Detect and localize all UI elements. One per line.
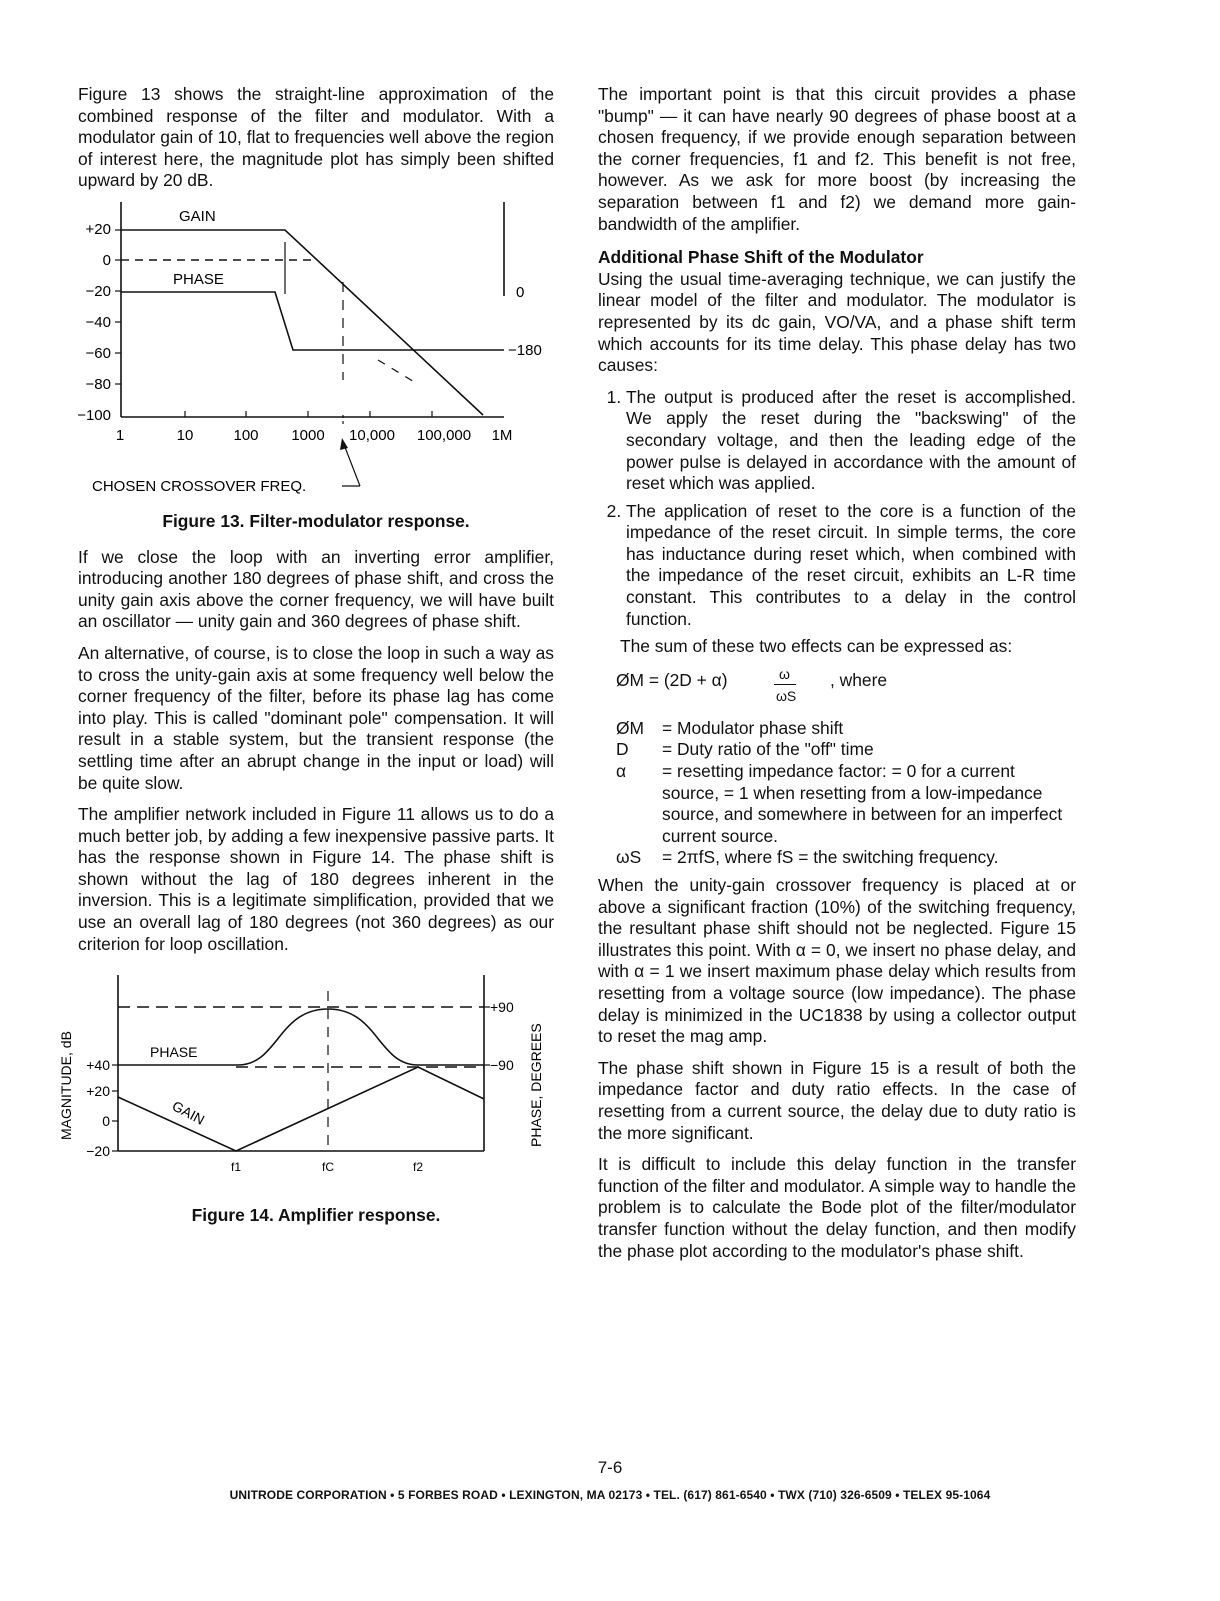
fig13-xtick: 10,000	[349, 426, 395, 444]
list-item: 2. The application of reset to the core is a function of the impedance of the reset circuit. In simple terms, the core has inductance during reset which, when combined with the impedance of the reset circuit, exhibits an L-R time constant. This contributes to a delay in the control function.	[626, 501, 1076, 631]
fig13-xtick: 1000	[291, 426, 325, 444]
fig14-ytick: +40	[86, 1057, 110, 1074]
def-text: = 2πfS, where fS = the switching frequency.	[662, 847, 999, 868]
fig13-gain-line	[121, 230, 483, 415]
fig14-xtick: fC	[322, 1160, 334, 1175]
left-column	[58, 84, 554, 1241]
fig13-annotation: CHOSEN CROSSOVER FREQ.	[92, 477, 307, 495]
fig13-xtick: 10	[176, 426, 194, 444]
right-column	[598, 84, 1076, 1272]
def-symbol: α	[616, 761, 627, 782]
fig14-ytick: +20	[86, 1083, 110, 1100]
fig13-gain-label: GAIN	[179, 207, 216, 225]
page-number: 7-6	[597, 1458, 623, 1477]
fig14-ytick: −20	[86, 1143, 110, 1160]
paragraph: It is difficult to include this delay function in the transfer function of the filter and modulator. A simple way to handle the problem is to calculate the Bode plot of the filter/modulator transfer function without the delay function, and then modify the phase plot according to the modulator's phase shift.	[598, 1154, 1076, 1261]
figure-13	[78, 202, 554, 533]
fig13-ytick: −100	[77, 406, 111, 424]
list-item: 1. The output is produced after the reset is accomplished. We apply the reset during the "backswing" of the secondary voltage, and then the leading edge of the power pulse is delayed in accordance with the amount of reset which was applied.	[626, 387, 1076, 495]
def-symbol: ØM	[616, 717, 645, 738]
paragraph: When the unity-gain crossover frequency is placed at or above a significant fraction (10%) of the switching frequency, the resultant phase shift should not be neglected. Figure 15 illustrates this point. With α = 0, we insert no phase delay, and with α = 1 we insert maximum phase delay which results from resetting from a voltage source (low impedance). The phase delay is minimized in the UC1838 by using a collector output to reset the mag amp.	[598, 875, 1076, 1047]
def-symbol: D	[616, 739, 629, 760]
figure-13-plot	[78, 202, 554, 507]
paragraph: The phase shift shown in Figure 15 is a result of both the impedance factor and duty ratio effects. In the case of resetting from a current source, the delay due to duty ratio is the more significant.	[598, 1057, 1076, 1143]
def-text: = Modulator phase shift	[662, 717, 844, 738]
footer: UNITRODE CORPORATION • 5 FORBES ROAD • LEXINGTON, MA 02173 • TEL. (617) 861-6540 • TWX (710) 326-6509 • TELEX 95-1064	[229, 1488, 991, 1502]
fig14-gain-label: GAIN	[169, 1097, 208, 1128]
fig13-right-tick: 0	[516, 283, 525, 301]
paragraph: Figure 13 shows the straight-line approximation of the combined response of the filter and modulator. With a modulator gain of 10, flat to frequencies well above the region of interest here, the magnitude plot has simply been shifted upward by 20 dB.	[78, 84, 554, 191]
definition-row	[616, 718, 1076, 740]
paragraph: The sum of these two effects can be expressed as:	[620, 636, 1013, 657]
fig14-right-tick: +90	[490, 999, 514, 1016]
definitions	[616, 718, 1076, 869]
fig13-xtick: 1	[115, 426, 125, 444]
paragraph: The important point is that this circuit provides a phase "bump" — it can have nearly 90 degrees of phase boost at a chosen frequency, if we provide enough separation between the corner frequencies, f1 and f2. This benefit is not free, however. As we ask for more boost (by increasing the separation between f1 and f2) we demand more gain-bandwidth of the amplifier.	[598, 84, 1076, 234]
fig13-ytick: −20	[85, 282, 111, 300]
formula-numerator: ω	[779, 665, 790, 682]
fig14-xtick: f1	[230, 1160, 242, 1175]
section-heading: Additional Phase Shift of the Modulator	[598, 247, 924, 268]
fig14-right-axis-label: PHASE, DEGREES	[528, 1023, 544, 1148]
definition-row	[616, 739, 1076, 761]
fig14-right-tick: −90	[490, 1057, 514, 1074]
fig14-yaxis-label: MAGNITUDE, dB	[58, 1031, 74, 1141]
fig14-xtick: f2	[412, 1160, 424, 1175]
fig13-xtick: 100	[233, 426, 259, 444]
fig13-ytick: −80	[85, 375, 111, 393]
fig13-xtick: 100,000	[416, 426, 472, 444]
fraction-bar	[774, 684, 796, 685]
fig13-ytick: −40	[85, 313, 111, 331]
definition-row	[616, 847, 1076, 869]
formula-lhs: ØM = (2D + α)	[616, 669, 728, 690]
fig13-ytick: +20	[85, 220, 111, 238]
fig13-phase-line	[121, 292, 504, 350]
definition-row	[616, 761, 1076, 847]
fig13-xtick: 1M	[491, 426, 513, 444]
figure-14	[58, 965, 554, 1227]
fig13-ytick: −60	[85, 344, 111, 362]
formula-denominator: ωS	[776, 687, 797, 704]
def-text: = resetting impedance factor: = 0 for a current source, = 1 when resetting from a low-impedance source, and somewhere in between for an imperfect current source.	[662, 761, 1063, 846]
def-symbol: ωS	[616, 847, 642, 868]
figure-14-plot	[58, 965, 554, 1201]
def-text: = Duty ratio of the "off" time	[662, 739, 874, 760]
fig14-phase-label: PHASE	[150, 1044, 198, 1061]
fig14-ytick: 0	[102, 1113, 110, 1130]
fig13-right-tick: −180	[508, 341, 542, 359]
paragraph: Using the usual time-averaging technique, we can justify the linear model of the filter and modulator. The modulator is represented by its dc gain, VO/VA, and a phase shift term which accounts for its time delay. This phase delay has two causes:	[598, 268, 1076, 376]
paragraph: An alternative, of course, is to close the loop in such a way as to cross the unity-gain axis at some frequency well below the corner frequency of the filter, before its phase lag has come into play. This is called "dominant pole" compensation. It will result in a stable system, but the transient response (the settling time after an abrupt change in the input or load) will be quite slow.	[78, 642, 554, 793]
figure-13-caption: Figure 13. Filter-modulator response.	[162, 510, 470, 531]
phase-formula	[616, 665, 1076, 712]
paragraph: The amplifier network included in Figure 11 allows us to do a much better job, by adding a few inexpensive passive parts. It has the response shown in Figure 14. The phase shift is shown without the lag of 180 degrees inherent in the inversion. This is a legitimate simplification, provided that we use an overall lag of 180 degrees (not 360 degrees) as our criterion for loop oscillation.	[78, 804, 554, 954]
figure-14-caption: Figure 14. Amplifier response.	[191, 1205, 441, 1226]
fig13-ytick: 0	[102, 251, 111, 269]
causes-list	[598, 387, 1076, 631]
formula-tail: , where	[830, 669, 888, 690]
paragraph: If we close the loop with an inverting error amplifier, introducing another 180 degrees of phase shift, and cross the unity gain axis above the corner frequency, we will have built an oscillator — unity gain and 360 degrees of phase shift.	[78, 546, 554, 632]
fig13-phase-label: PHASE	[173, 270, 224, 288]
